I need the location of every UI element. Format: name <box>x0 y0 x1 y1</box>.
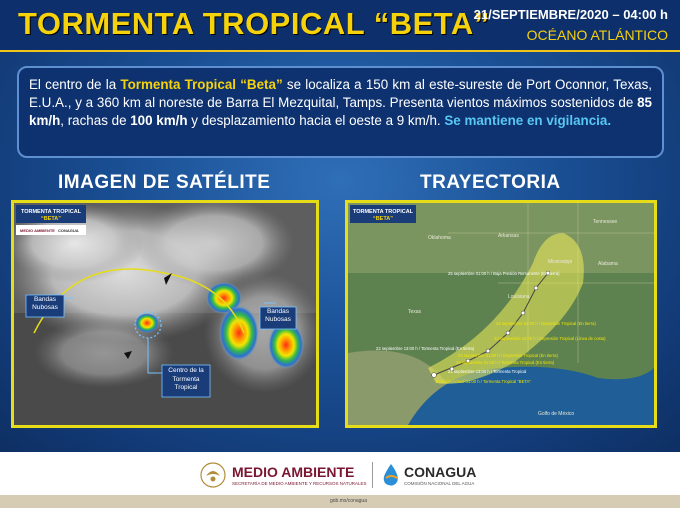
satellite-heading: IMAGEN DE SATÉLITE <box>58 172 271 193</box>
satellite-image <box>14 203 316 425</box>
forecast-label: 22 septiembre 01:00 h / Tormenta Tropical (En tierra) <box>456 360 555 365</box>
summary-box <box>17 66 664 158</box>
page-title: TORMENTA TROPICAL “BETA” <box>18 6 490 41</box>
max-winds: 85 km/h <box>29 95 652 128</box>
footer-url[interactable]: gob.mx/conagua <box>330 498 367 504</box>
track-tag-name: “BETA” <box>372 216 394 222</box>
state-label: Tennessee <box>593 219 618 225</box>
footer-ma-sub: SECRETARÍA DE MEDIO AMBIENTE Y RECURSOS NATURALES <box>232 481 367 486</box>
bulletin-date: 21/SEPTIEMBRE/2020 – 04:00 h <box>473 7 668 22</box>
track-map <box>348 203 654 425</box>
eagle-seal-icon <box>200 462 226 488</box>
gusts: 100 km/h <box>130 113 188 128</box>
satellite-image-panel <box>11 200 319 428</box>
footer-logos <box>0 460 680 492</box>
forecast-label: 23 septiembre 13:00 h / Depresión Tropical (Línea de costa) <box>494 336 606 341</box>
forecast-label: Posición Actual 04:00 h / Tormenta Tropical “BETA” <box>436 379 531 384</box>
forecast-label: 22 septiembre 13:00 h / Tormenta Tropical (En tierra) <box>376 346 475 351</box>
satellite-logo-a: MEDIO AMBIENTE <box>20 228 55 233</box>
state-label: Oklahoma <box>428 235 451 241</box>
track-tag-title: TORMENTA TROPICAL <box>352 209 414 215</box>
satellite-tag-title: TORMENTA TROPICAL <box>20 209 82 215</box>
forecast-label: 23 septiembre 01:00 h / Depresión Tropical (En tierra) <box>458 353 558 358</box>
summary-text: El centro de la Tormenta Tropical “Beta” se localiza a 150 km al este-sureste de Port Oconnor, Texas, E.U.A., y a 360 km al noreste de Barra El Mezquital, Tamps. Presenta vientos máximos sostenidos de 85 km/h, rachas de 100 km/h y desplazamiento hacia el oeste a 9 km/h. Se mantiene en vigilancia. <box>29 77 653 128</box>
state-label: Louisiana <box>508 294 530 300</box>
satellite-logo-b: CONAGUA <box>58 228 79 233</box>
forecast-label: 25 septiembre 01:00 h / Baja Presión Remanente (En tierra) <box>448 271 560 276</box>
label-bands-right: Bandas Nubosas <box>265 308 291 323</box>
state-label: Mississippi <box>548 259 573 265</box>
state-label: Golfo de México <box>538 411 575 417</box>
state-label: Alabama <box>598 261 618 267</box>
water-drop-logo-icon <box>380 462 402 488</box>
satellite-tag-name: “BETA” <box>40 216 62 222</box>
header-bar <box>0 0 680 52</box>
footer-cg-name: CONAGUA <box>404 464 477 480</box>
label-bands-left: Bandas Nubosas <box>32 296 58 311</box>
state-label: Arkansas <box>498 233 519 239</box>
state-label: Texas <box>408 309 422 315</box>
track-map-panel <box>345 200 657 428</box>
footer-separator <box>372 462 373 488</box>
footer-cg-sub: COMISIÓN NACIONAL DEL AGUA <box>404 481 475 486</box>
forecast-label: 21 septiembre 13:00 h / Tormenta Tropical <box>448 369 527 374</box>
storm-name-highlight: Tormenta Tropical “Beta” <box>120 77 283 92</box>
footer-ma-name: MEDIO AMBIENTE <box>232 464 355 480</box>
ocean-label: OCÉANO ATLÁNTICO <box>526 27 668 43</box>
track-heading: TRAYECTORIA <box>420 172 561 193</box>
watch-status: Se mantiene en vigilancia. <box>444 113 612 128</box>
forecast-label: 24 septiembre 01:00 h / Depresión Tropical (En tierra) <box>496 321 596 326</box>
label-storm-center: Centro de la Tormenta Tropical <box>168 367 204 391</box>
